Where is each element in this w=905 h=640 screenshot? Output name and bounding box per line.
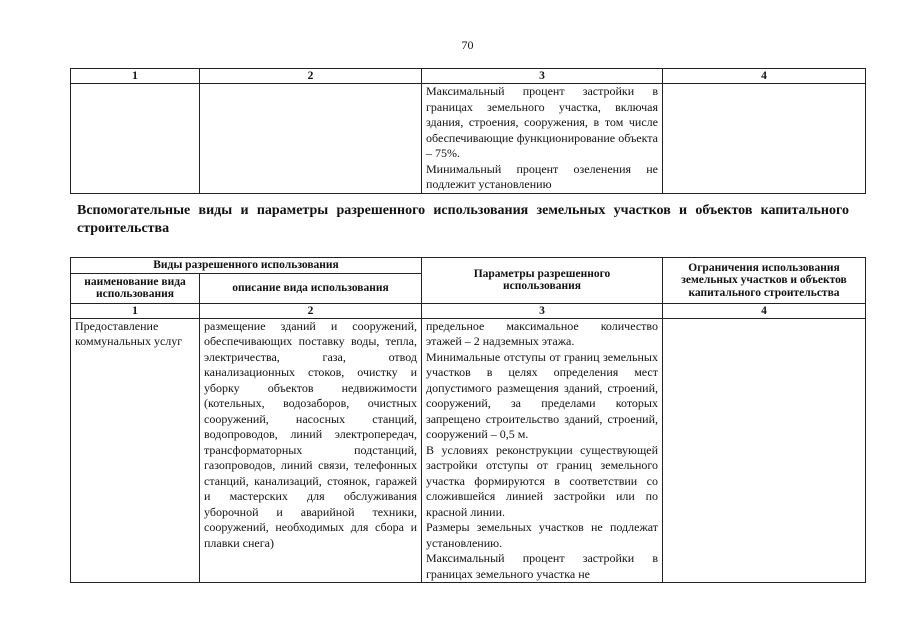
continuation-table <box>70 68 866 194</box>
parameters-cell <box>422 318 663 583</box>
column-number-row <box>71 303 866 318</box>
header-use-description: описание вида использования <box>200 273 422 303</box>
column-number: 3 <box>422 303 663 318</box>
parameter-paragraph: Максимальный процент застройки в границах земельного участка не <box>426 551 658 581</box>
parameter-paragraph: Размеры земельных участков не подлежат установлению. <box>426 520 658 550</box>
header-restrictions: Ограничения использования земельных участков и объектов капитального строительства <box>663 258 866 304</box>
header-row-1 <box>71 258 866 274</box>
parameter-paragraph: предельное максимальное количество этажей – 2 надземных этажа. <box>426 318 658 348</box>
header-parameters: Параметры разрешенного использования <box>422 258 663 304</box>
header-permitted-uses: Виды разрешенного использования <box>71 258 422 274</box>
use-name-cell: Предоставление коммунальных услуг <box>71 318 200 583</box>
table-row <box>71 318 866 583</box>
header-use-name: наименование вида использования <box>71 273 200 303</box>
section-heading: Вспомогательные виды и параметры разрешенного использования земельных участков и объектов капитального строительства <box>77 203 849 236</box>
column-number: 4 <box>663 303 866 318</box>
column-number: 2 <box>200 303 422 318</box>
empty-cell <box>200 84 422 194</box>
column-number: 2 <box>200 69 422 84</box>
empty-cell <box>71 84 200 194</box>
column-number: 4 <box>663 69 866 84</box>
table-row <box>71 84 866 194</box>
use-description-cell: размещение зданий и сооружений, обеспечивающих поставку воды, тепла, электричества, газа, отвод канализационных стоков, очистку и уборку объектов недвижимости (котельных, водозаборов, очистных сооружений, насосных станций, водопроводов, линий электропередач, трансформаторных подстанций, газопроводов, линий связи, телефонных станций, канализаций, стоянок, гаражей и мастерских для обслуживания уборочной и аварийной техники, сооружений, необходимых для сбора и плавки снега) <box>200 318 422 583</box>
auxiliary-uses-table <box>70 257 866 583</box>
parameter-paragraph: Максимальный процент застройки в границах земельного участка, включая здания, строения, сооружения, в том числе обеспечивающие функционирование объекта – 75%. <box>426 84 658 160</box>
column-number: 1 <box>71 69 200 84</box>
column-number-row <box>71 69 866 84</box>
empty-cell <box>663 84 866 194</box>
parameter-paragraph: Минимальный процент озеленения не подлежит установлению <box>426 161 658 191</box>
column-number: 3 <box>422 69 663 84</box>
parameter-paragraph: В условиях реконструкции существующей застройки отступы от границ земельного участка формируются в соответствии со сложившейся линией застройки или по красной линии. <box>426 442 658 519</box>
parameter-paragraph: Минимальные отступы от границ земельных участков в целях определения мест допустимого размещения зданий, строений, сооружений, за пределами которых запрещено строительство зданий, строений, сооружений – 0,5 м. <box>426 349 658 441</box>
page-number: 70 <box>461 38 474 52</box>
parameters-cell <box>422 84 663 194</box>
restrictions-cell <box>663 318 866 583</box>
column-number: 1 <box>71 303 200 318</box>
